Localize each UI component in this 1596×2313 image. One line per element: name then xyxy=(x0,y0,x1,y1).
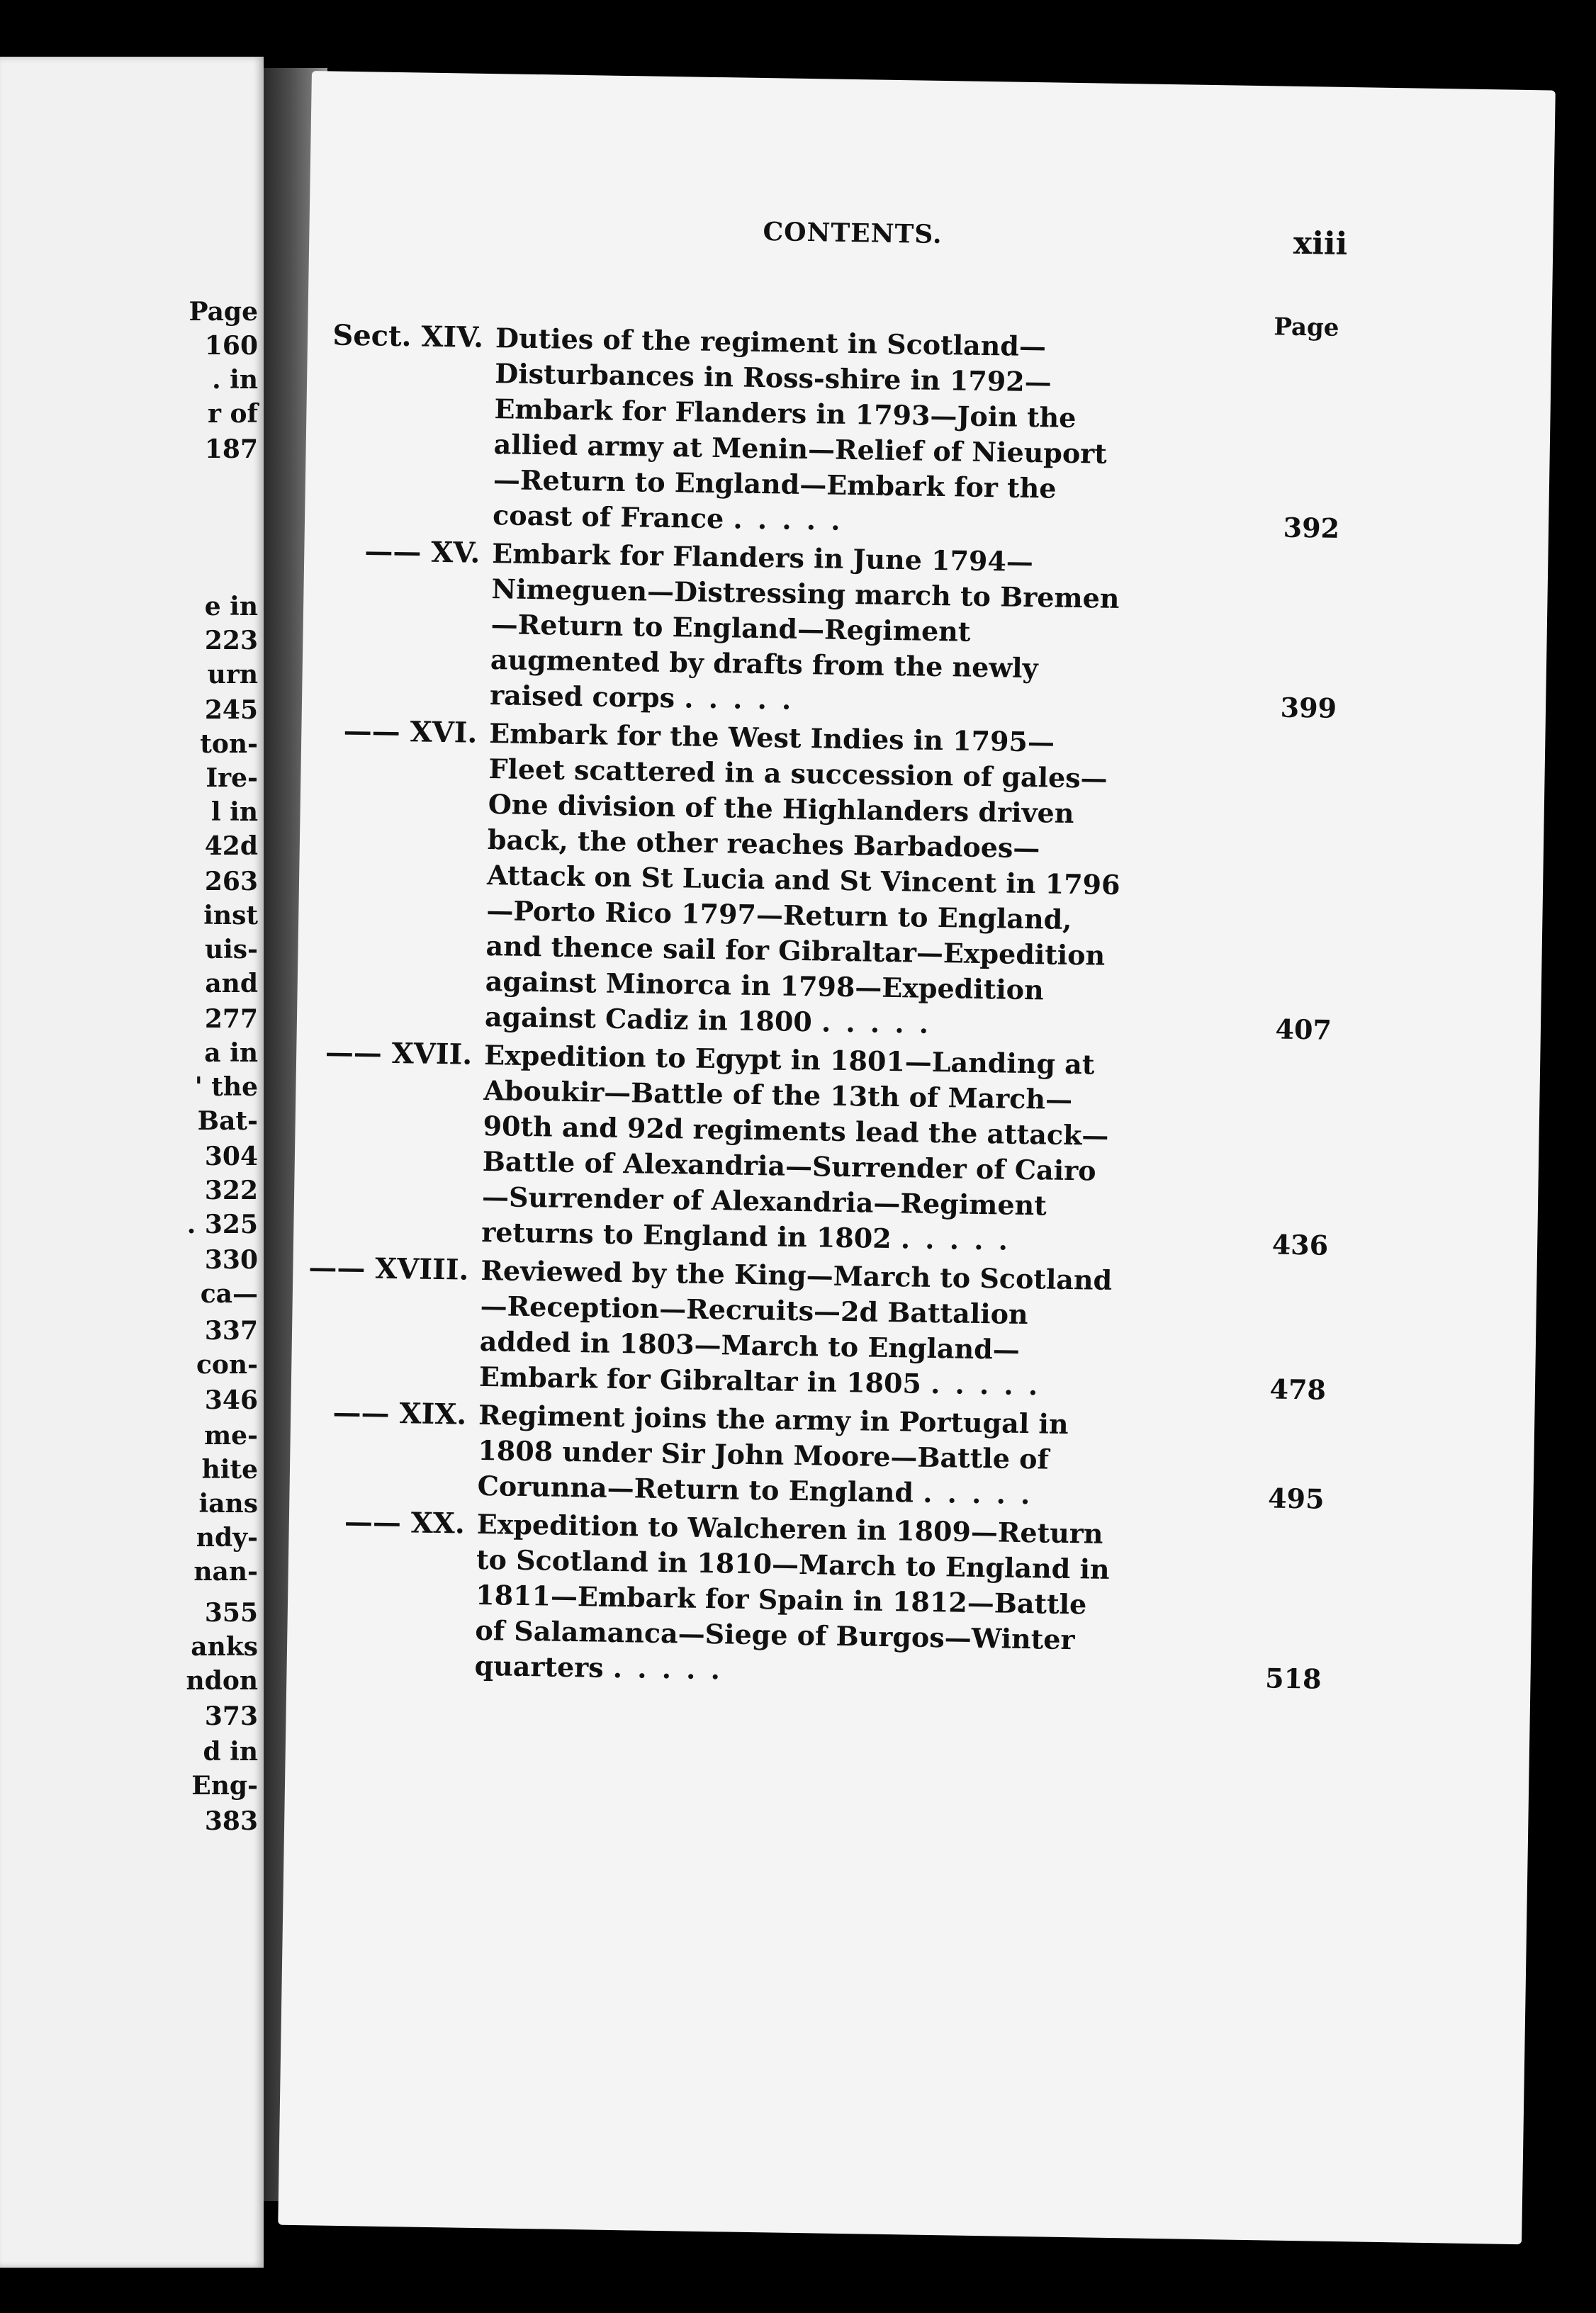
section-number: —— XIX. xyxy=(332,1395,467,1431)
left-page-line: 245 xyxy=(204,695,258,725)
left-page-line: Ire- xyxy=(206,763,258,793)
toc-entry xyxy=(291,1250,1537,1412)
left-page xyxy=(0,57,264,2268)
leader-dots: . . . . . xyxy=(683,682,794,716)
toc-entry xyxy=(297,713,1546,1052)
section-summary: Expedition to Walcheren in 1809—Return to Scotland in 1810—March to England in 1811—Embark for Spain in 1812—Battle of Salamanca—Siege of Burgos—Winter quarters xyxy=(474,1507,1110,1684)
left-page-line: urn xyxy=(207,660,258,690)
left-page-line: con- xyxy=(196,1350,258,1380)
left-page-line: nan- xyxy=(193,1557,258,1587)
left-page-line: 160 xyxy=(204,331,258,361)
section-page: 392 xyxy=(1283,511,1340,544)
toc-entry xyxy=(289,1395,1534,1521)
section-summary: Reviewed by the King—March to Scotland—Reception—Recruits—2d Battalion added in 1803—March to England—Embark for Gibraltar in 1805 xyxy=(478,1254,1113,1400)
section-page: 407 xyxy=(1275,1013,1332,1046)
section-page: 399 xyxy=(1280,691,1337,724)
table-of-contents xyxy=(286,317,1551,1703)
leader-dots: . . . . . xyxy=(821,1006,932,1040)
left-page-line: ians xyxy=(198,1489,258,1519)
left-page-line: 42d xyxy=(204,831,258,861)
leader-dots: . . . . . xyxy=(900,1222,1011,1256)
left-page-line: uis- xyxy=(204,935,258,964)
left-page-line: 346 xyxy=(204,1385,258,1415)
section-page: 518 xyxy=(1264,1662,1322,1695)
leader-dots: . . . . . xyxy=(922,1476,1033,1511)
left-page-line: me- xyxy=(204,1421,258,1451)
left-page-line: 337 xyxy=(204,1316,258,1346)
section-page: 478 xyxy=(1269,1373,1327,1406)
toc-entry xyxy=(286,1504,1533,1701)
left-page-line: 355 xyxy=(204,1598,258,1628)
section-summary: Embark for Flanders in June 1794—Nimeguen—Distressing march to Bremen—Return to England—Regiment augmented by drafts from the newly raised corps xyxy=(489,537,1120,714)
left-page-line: 330 xyxy=(204,1245,258,1275)
left-page-line: 383 xyxy=(204,1806,258,1836)
section-number: —— XVI. xyxy=(343,714,478,750)
left-page-line: 223 xyxy=(204,626,258,655)
left-page-line: and xyxy=(205,969,258,998)
left-page-line: ton- xyxy=(200,729,258,759)
left-page-line: r of xyxy=(208,399,258,429)
toc-entry xyxy=(293,1035,1540,1267)
left-page-line: Bat- xyxy=(197,1106,258,1136)
left-page-line: a in xyxy=(204,1038,258,1068)
section-summary: Expedition to Egypt in 1801—Landing at Aboukir—Battle of the 13th of March—90th and 92d regiments lead the attack—Battle of Alexandria—Surrender of Cairo—Surrender of Alexandria—Regiment returns to England in 1802 xyxy=(481,1038,1109,1255)
left-page-line: ndon xyxy=(186,1666,258,1696)
page-column-label: Page xyxy=(1274,313,1339,342)
left-page-line: anks xyxy=(191,1632,258,1662)
section-number: —— XVIII. xyxy=(308,1251,469,1287)
section-number: —— XX. xyxy=(344,1504,466,1541)
left-page-line: ca— xyxy=(200,1279,258,1309)
section-page: 436 xyxy=(1271,1228,1329,1261)
left-page-line: inst xyxy=(203,901,258,930)
page-title: CONTENTS. xyxy=(763,217,943,249)
section-number: Sect. XIV. xyxy=(332,318,484,354)
toc-entry xyxy=(305,317,1551,550)
section-page: 495 xyxy=(1267,1482,1325,1515)
left-page-line: 373 xyxy=(204,1701,258,1731)
left-page-line: . 325 xyxy=(186,1210,258,1239)
leader-dots: . . . . . xyxy=(733,502,843,536)
leader-dots: . . . . . xyxy=(930,1367,1041,1402)
left-page-line: hite xyxy=(201,1455,258,1485)
left-page-line: 304 xyxy=(204,1142,258,1171)
section-summary: Embark for the West Indies in 1795—Fleet scattered in a succession of gales—One division of the Highlanders driven back, the other reaches Barbadoes—Attack on St Lucia and St Vincent in 1796—Porto Rico 1797—Return to England, and thence sail for Gibraltar—Expedition against Minorca in 1798—Expedition against Cadiz in 1800 xyxy=(484,717,1120,1038)
left-page-line: ndy- xyxy=(196,1523,258,1553)
section-summary: Regiment joins the army in Portugal in 1808 under Sir John Moore—Battle of Corunna—Return to England xyxy=(477,1398,1069,1509)
left-page-line: e in xyxy=(204,592,258,621)
page-number: xiii xyxy=(1293,225,1348,262)
left-page-line: 263 xyxy=(204,867,258,896)
section-number: —— XVII. xyxy=(325,1035,473,1071)
toc-entry xyxy=(302,533,1549,730)
section-summary: Duties of the regiment in Scotland—Disturbances in Ross-shire in 1792—Embark for Flanders in 1793—Join the allied army at Menin—Relief of Nieuport—Return to England—Embark for the coast of France xyxy=(492,322,1108,535)
left-page-line: Page xyxy=(189,297,258,327)
left-page-line: l in xyxy=(210,797,258,827)
left-page-line: Eng- xyxy=(191,1771,258,1801)
left-page-line: 187 xyxy=(204,434,258,464)
section-number: —— XV. xyxy=(364,534,481,570)
left-page-line: ' the xyxy=(194,1072,258,1102)
left-page-line: . in xyxy=(212,365,258,395)
contents-page xyxy=(278,71,1556,2244)
left-page-line: 322 xyxy=(204,1176,258,1205)
left-page-line: 277 xyxy=(204,1004,258,1034)
page-header xyxy=(309,210,1553,269)
leader-dots: . . . . . xyxy=(612,1651,724,1686)
left-page-line: d in xyxy=(203,1737,258,1767)
